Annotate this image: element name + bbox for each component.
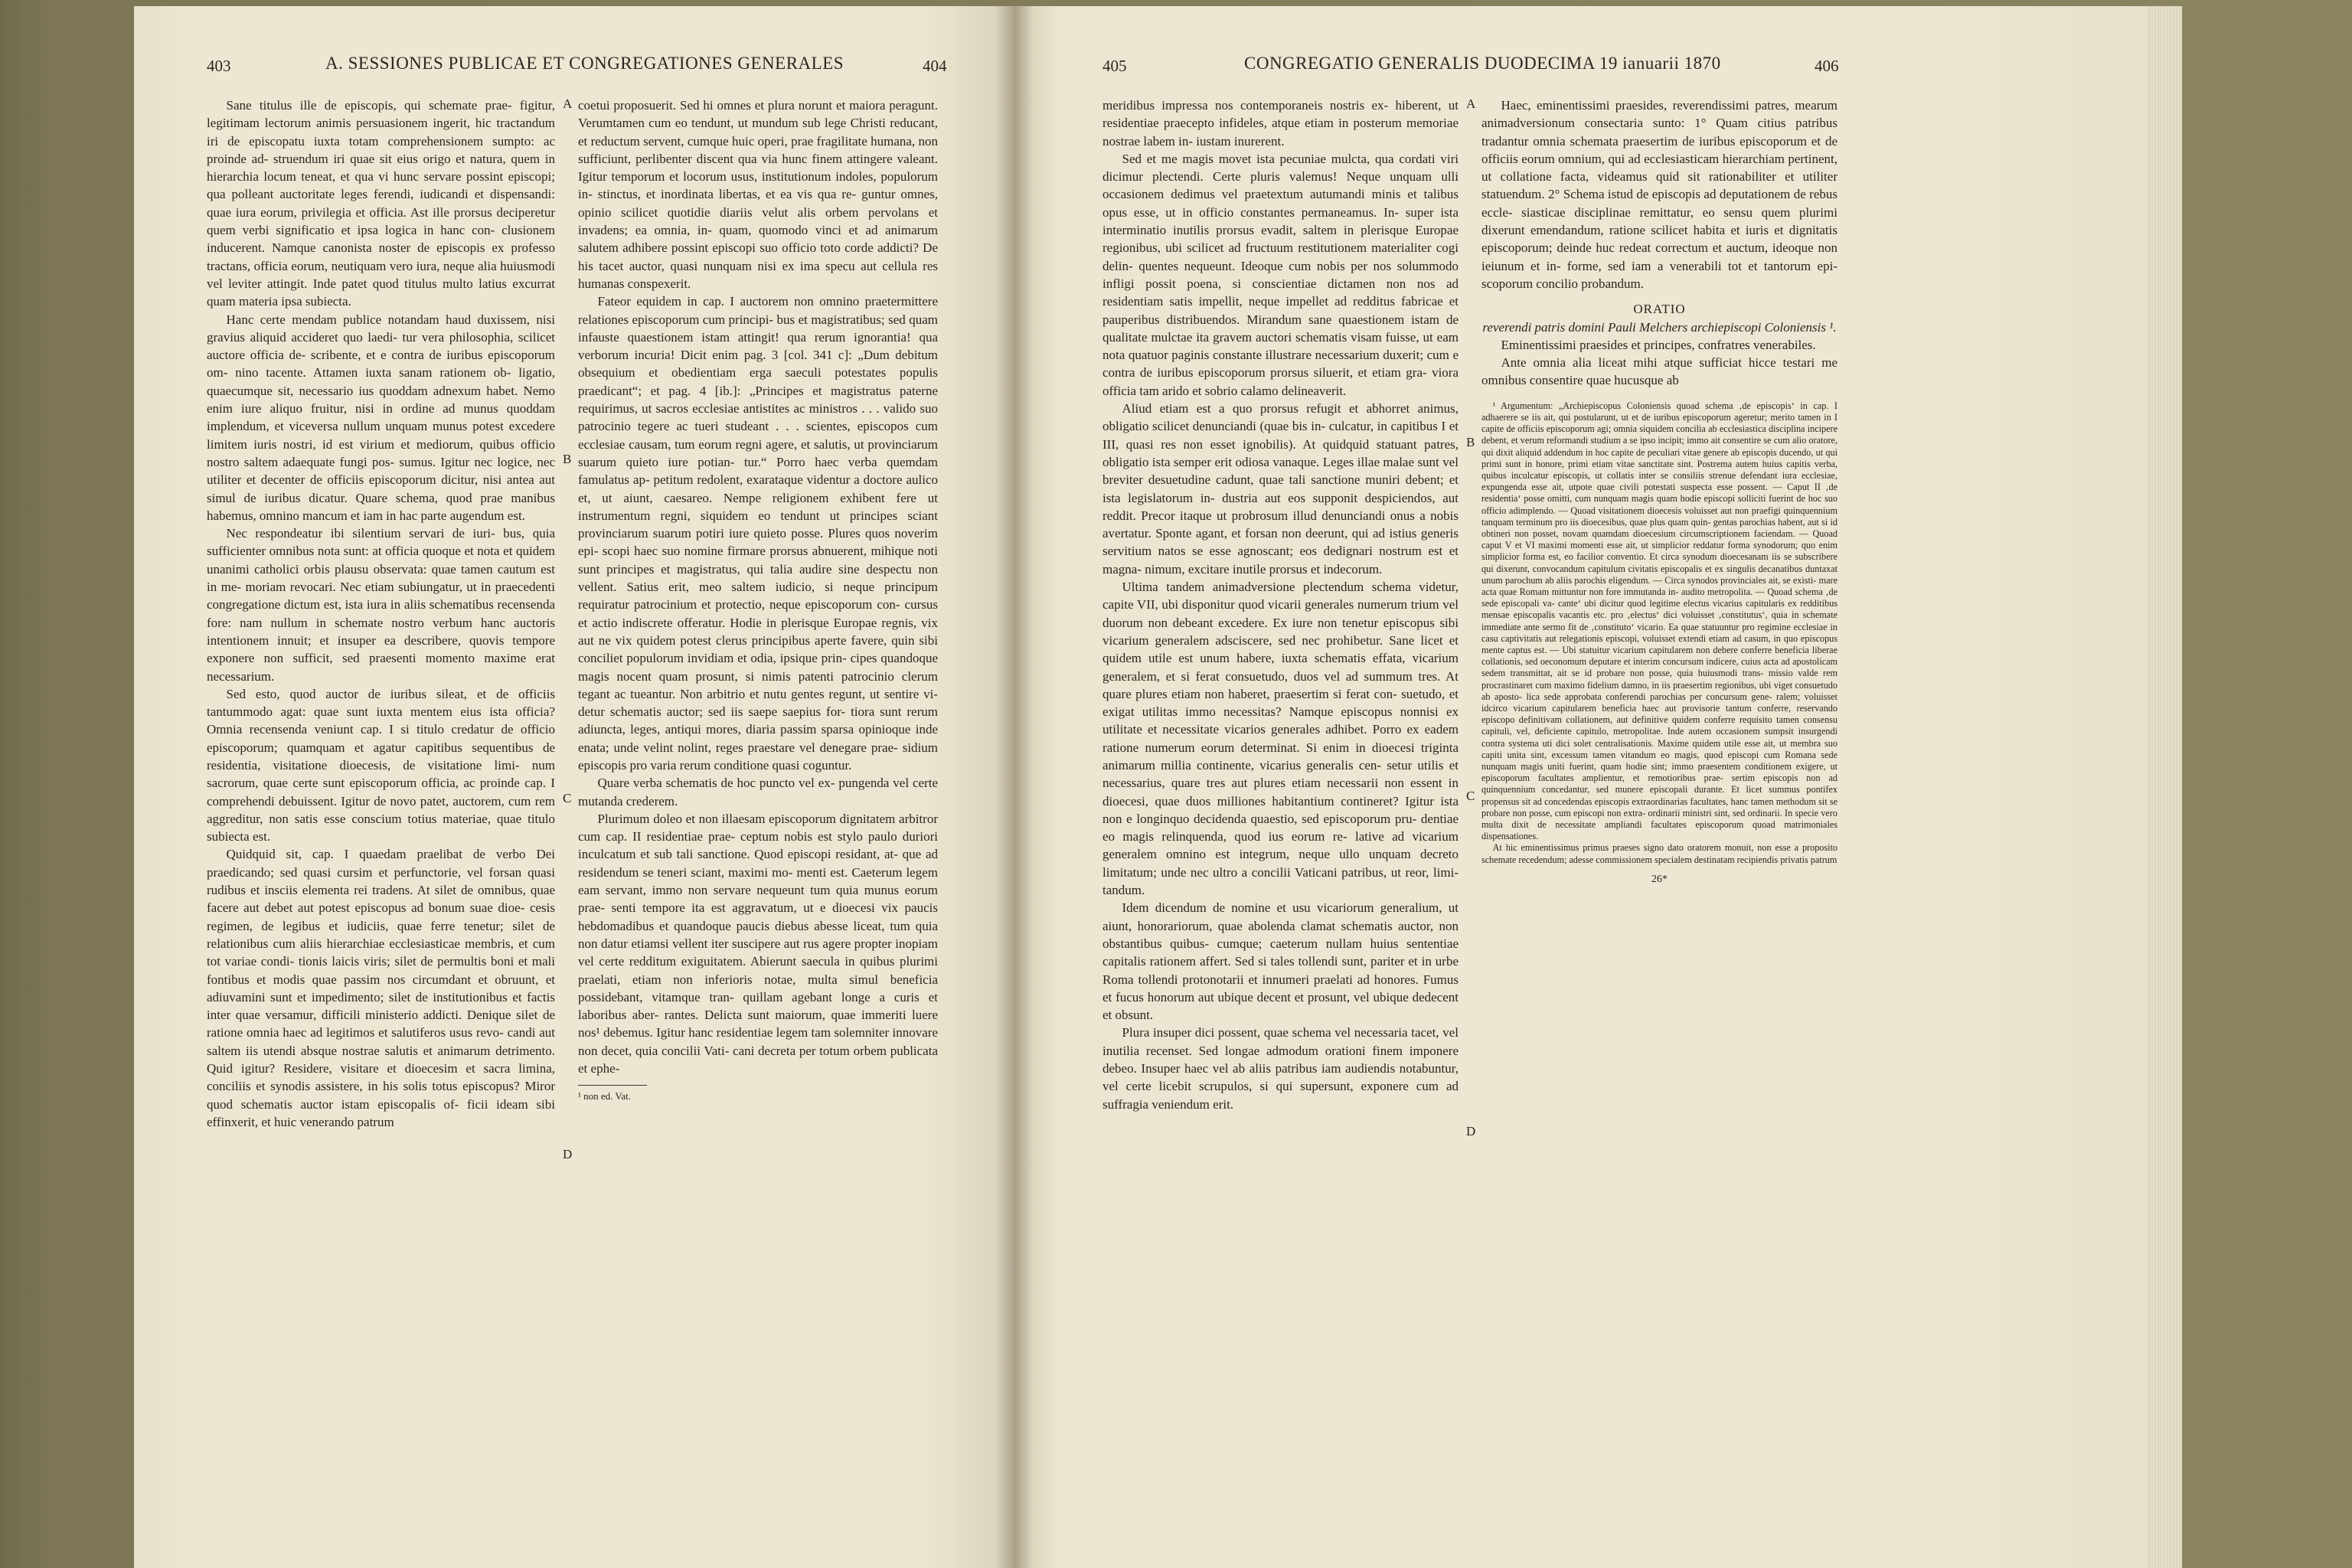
oratio-subtitle: reverendi patris domini Pauli Melchers archiepiscopi Coloniensis ¹. [1482, 319, 1837, 335]
paragraph: Plura insuper dici possent, quae schema vel necessaria tacet, vel inutilia recenset. Sed longae admodum orationi finem imponere debeo. Insuper haec vel ab aliis patribus iam audiendis notabuntur, vel certe licebit scrupulos, si qui supersunt, exponere cum ad suffragia veniendum erit. [1102, 1025, 1459, 1112]
page-edges [2148, 6, 2184, 1568]
paragraph: Quare verba schematis de hoc puncto vel ex- pungenda vel certe mutanda crederem. [578, 776, 938, 808]
page-number-406: 406 [1815, 57, 1839, 75]
paragraph: Haec, eminentissimi praesides, reverendissimi patres, mearum animadversionum consectaria sunto: 1° Quam citius patribus tradantur omnia schemata praesertim de iuribus episcoporum et de officiis eorum omnium, qui ad ecclesiasticam hierarchiam pertinent, ut collatione facta, videamus quid sit rationabiliter et utiliter statuendum. 2° Schema istud de episcopis ad deputationem de rebus eccle- siasticae disciplinae remittatur, eo sensu quem plurimi dixerunt emendandum, ratione scilicet habita et iuris et dignitatis episcoporum; deinde huc redeat correctum et auctum, ideoque non ieiunum et in- forme, sed iam a venerabili tot et tantorum epi- scoporum concilio probandum. [1481, 98, 1838, 291]
page-number-403: 403 [207, 57, 231, 75]
paragraph: Fateor equidem in cap. I auctorem non omnino praetermittere relationes episcoporum cum principi- bus et magistratibus; sed quam infauste quaestionem istam attingit! qua rerum ignorantia! qua verborum incuria! Dicit enim pag. 3 [col. 341 c]: „Dum debitum obsequium et obedientiam erga saeculi potestates populis praedicant“; et pag. 4 [ib.]: „Principes et magistratus paterne requirimus, ut sacros ecclesiae antistites ac ministros . . . valido suo patrocinio tegere ac tueri studeant . . . scientes, episcopos cum ecclesiae causam, tum eorum regni agere, et salutis, ut provinciarum suarum quieto iure potian- tur.“ Porro haec verba quemdam famulatus ap- petitum redolent, exarataque videntur a doctore aulico et, ut aiunt, caesareo. Nempe religionem exhibent fere ut instrumentum regni, siquidem eo tendunt ut principes sciant provinciarum suarum potiri iure quieto posse. Plures quos noverim epi- scopi haec suo nomine firmare prorsus abnuerent, mihique noti sunt principes et magistratus, qui talia audire sine despectu non vellent. Satius erit, meo saltem iudicio, si neque principum requiratur patrocinium et protectio, neque episcoporum con- cursus et actio indiscrete offeratur. Hodie in plerisque Europae regnis, vix aut ne vix quidem potest clerus principibus aperte favere, quin sibi conciliet populorum invidiam et odia, ipsique prin- cipes quandoque magis nocent quam prosunt, si nimis patenti patrocinio clerum tegant ac tueantur. Non arbitrio et nutu gentes regunt, ut sentire vi- detur schematis auctor; sed iis saepe saepius for- tiora sunt rerum adiuncta, leges, antiqui mores, diaria passim sparsa opinioque inde enata; unde velint nolint, reges praestare vel denegare prae- sidium episcopis pro varia rerum conditione quasi coguntur. [578, 294, 938, 773]
paragraph: Eminentissimi praesides et principes, confratres venerabiles. [1501, 337, 1816, 352]
margin-marker-a: A [563, 96, 573, 111]
margin-marker-d: D [1466, 1124, 1476, 1138]
book-gutter [995, 6, 1034, 1568]
paragraph: Ultima tandem animadversione plectendum schema videtur, capite VII, ubi disponitur quod vicarii generales numerum trium vel duorum non debeant excedere. Ex iure non tenetur episcopus sibi vicarium generalem adsciscere, sed nec prohibetur. Sane licet et quidem utile est unum habere, iuxta schematis effata, vicarium generalem, et si ferat consuetudo, duos vel ad summum tres. At quare plures etiam non haberet, praesertim si ferat con- suetudo, et exigat utilitas immo necessitas? Namque episcopus nonnisi ex utilitate et necessitate vicarios generales adhibet. Porro ex eadem ratione numerum eorum determinat. Si enim in dioecesi triginta animarum millia continente, vicarius generalis cen- setur utilis et necessarius, quare tres aut plures etiam necessarii non essent in dioecesi, quae duos milliones habitantium contineret? Igitur ista non e longinquo decidenda quaestio, sed episcoporum pru- dentiae eo magis relinquenda, quod ius eorum re- lative ad vicarium generalem omnino est integrum, neque ullo unquam decreto limitatum; unde nec ultro a concilii Vaticani patribus, ut reor, limi- tandum. [1102, 580, 1459, 898]
page-number-405: 405 [1102, 57, 1127, 75]
cover-board [2182, 0, 2352, 1568]
margin-marker-b: B [1466, 435, 1475, 449]
paragraph: coetui proposuerit. Sed hi omnes et plura norunt et maiora peragunt. Verumtamen cum eo tendunt, ut mundum sub lege Christi reducant, et reductum servent, cumque huic operi, prae fragilitate humana, non sufficiunt, perlibenter discent qua via hunc finem attingere valeant. Igitur temporum et locorum usus, institutionum indoles, populorum in- stinctus, et inordinata libertas, et ea vis qua re- guntur omnes, opinio scilicet quotidie diariis velut alis orbem pervolans et invadens; ea omnia, in- quam, quomodo vinci et ad animarum salutem adhibere possint episcopi suo officio toto corde addicti? De his tacet auctor, quasi nunquam nisi ex ima specu aut cellula res humanas conspexerit. [578, 98, 938, 291]
left-column-2 [578, 96, 938, 1103]
left-page [134, 6, 1014, 1568]
paragraph: Idem dicendum de nomine et usu vicariorum generalium, ut aiunt, honorariorum, quae abolenda clamat schematis auctor, non obstantibus quibus- cumque; caeterum nullam huius sententiae capitalis rationem affert. Sed si tales tollendi sunt, pariter et in urbe Roma tollendi protonotarii et innumeri praelati ad honores. Fumus et fucus honorum aut ubique decent et prosunt, vel ubique dedecent et obsunt. [1102, 900, 1459, 1023]
running-head-right: CONGREGATIO GENERALIS DUODECIMA 19 ianuarii 1870 [1244, 54, 1721, 73]
paragraph: Sed et me magis movet ista pecuniae mulcta, qua cordati viri dicimur plectendi. Certe pluris valemus! Neque unquam ulli occasionem dedimus vel praetextum autumandi minis et talibus opus esse, ut in officio constantes permaneamus. In- super ista interminatio inutilis prorsus evadit, saltem in plerisque Europae regionibus, ubi scilicet ad fructuum restitutionem materialiter cogi delin- quentes nequeunt. Ideoque cum nobis per nos solummodo infligi possit poena, si conscientiae dictamen non nos ad residentiam satis impellit, neque impellet ad redditus fabricae et pauperibus distribuendos. Mirandum sane quaestionem istam de qualitate mulctae ita gravem auctori schematis visam fuisse, ut eam nota quatuor paginis constante illustrare necessarium duxerit; cum e contra de iuribus episcoporum prorsus siluerit, et etiam gra- viora officia tam arido et sobrio calamo delineaverit. [1102, 151, 1459, 398]
paragraph: Plurimum doleo et non illaesam episcoporum dignitatem arbitror cum cap. II residentiae prae- ceptum nobis est stylo paulo duriori inculcatum et sub tali sanctione. Quod episcopi residant, at- que ad residendum se teneri sciant, maximi mo- menti est. Caeterum legem eam servant, immo non servare nequeunt tum quia munus eorum prae- senti tempore ita est aggravatum, ut e dioecesi vix paucis hebdomadibus et quandoque paucis diebus abesse liceat, tum quia non datur etiamsi vellent iter suscipere aut rus agere propter inopiam vel certe redditum exiguitatem. Abierunt saecula in quibus plurimi praelati, etiam non inferioris notae, multa simul beneficia possidebant, vitamque tran- quillam agebant longe a curis et laboribus aber- rantes. Delicta sunt maiorum, quae immeriti luere nos¹ debemus. Igitur hanc residentiae legem tam solemniter innovare non decet, quia concilii Vati- cani decreta per totum orbem publicata et ephe- [578, 811, 938, 1076]
oratio-title: ORATIO [1633, 302, 1686, 317]
margin-marker-a: A [1466, 96, 1476, 111]
right-column-2 [1481, 96, 1838, 888]
paragraph: Ante omnia alia liceat mihi atque sufficiat hicce testari me omnibus consentire quae hucusque ab [1481, 355, 1838, 388]
footnote-continuation: At hic eminentissimus primus praeses signo dato oratorem monuit, non esse a proposito schemate recedendum; adesse commissionem specialem destinatam recipiendis privatis patrum [1481, 842, 1838, 865]
paragraph: meridibus impressa nos contemporaneis nostris ex- hiberent, ut residentiae praecepto infideles, atque etiam in posterum memoriae nostrae labem in- iustam inurerent. [1102, 98, 1459, 149]
margin-marker-d: D [563, 1147, 573, 1161]
margin-marker-b: B [563, 452, 572, 466]
right-page [1014, 6, 2148, 1568]
margin-marker-c: C [563, 791, 572, 805]
paragraph: Hanc certe mendam publice notandam haud duxissem, nisi gravius aliquid accideret quo laedi- tur vera philosophia, scilicet auctore officia de- scribente, et e contra de iuribus episcoporum om- nino tacente. Attamen iuxta sanam rationem ob- ligatio, quaecumque sit, necessario ius quoddam adnexum habet. Nemo enim iure aliquo fruitur, nisi in ordine ad munus quoddam implendum, et viceversa nullum unquam munus potest excedere limitem iuris nostri, id est virium et mediorum, quibus officio nostro saltem adaequate fungi pos- sumus. Igitur nec logice, nec utiliter et decenter de officiis episcoporum dicitur, nisi antea aut simul de iuribus dicatur. Quare schema, quod prae manibus habemus, omnino mancum et iam in hac parte augendum est. [207, 312, 555, 523]
paragraph: Aliud etiam est a quo prorsus refugit et abhorret animus, obligatio scilicet denunciandi (quae bis in- culcatur, in capitibus I et III, quasi res non esset ignobilis). At quidquid statuant patres, obligatio ista semper erit odiosa vanaque. Leges illae malae sunt vel breviter desuetudine cadunt, quae tali sanctione muniri debent; et ista legislatorum in- dustria aut eos supponit despiciendos, aut reddit. Precor itaque ut probrosum illud denunciandi onus a nobis avertatur. Sponte agant, et forsan non deerunt, qui ad istius generis servitium natos se esse agnoscant; eos dedignari nostrum est et magna- nimum, excitare inutile prorsus et indecorum. [1102, 401, 1459, 577]
right-column-1 [1102, 96, 1459, 1113]
running-head-left: A. SESSIONES PUBLICAE ET CONGREGATIONES GENERALES [325, 54, 844, 73]
paragraph: Nec respondeatur ibi silentium servari de iuri- bus, quia sufficienter omnibus nota sunt: at officia quoque et nota et quidem unanimi catholici orbis plausu observata: quae tamen cautum est in me- moriam revocari. Nec etiam subiungatur, ut in praecedenti congregatione dictum est, ista iura in aliis schematibus recensenda fore: nam nullum in schemate nostro verbum hanc auctoris intentionem innuit; et insuper ea describere, quovis tempore exponere non sufficit, sed praesenti momento maxime erat necessarium. [207, 526, 555, 684]
footnote: ¹ Argumentum: „Archiepiscopus Coloniensis quoad schema ‚de episcopis‘ in cap. I adhaerere se iis ait, qui postularunt, ut et de iuribus episcoporum ageretur; merito tamen in I capite de officiis episcoporum agi; omnia siquidem concilia ab ecclesiastica disciplina incipere debent, et verum reformandi studium a se ipso incipit; immo ait consentire se cum alio oratore, qui dixit aliquid addendum in hoc capite de peculiari vitae genere ab episcopis ducendo, ut qui primi sunt in honore, primi etiam vitae sanctitate sint. Postrema autem huius capitis verba, quibus inculcatur episcopis, ut collatis inter se consiliis strenue defendant iura ecclesiae, expungenda esse ait, utpote quae civili potestati suspecta esse possent. — Caput II ‚de residentia‘ posse omitti, cum nunquam magis quam hodie episcopi solliciti fuerint de hoc suo officio adimplendo. — Quoad visitationem dioecesis voluisset aut non praefigi quinquennium tanquam terminum pro iis dioecesibus, quae plus quam quin- gentas parochias habent, aut si id obtineri non posset, novam quamdam dioecesium circumscriptionem faciendam. — Quoad caput V et VI maximi momenti esse ait, ut simplicior reddatur forma synodorum; quo enim simplicior forma est, eo facilior conventio. Et circa synodum dioecesanam iis se subscribere qui dixerunt, convocandum capitulum civitatis episcopalis et ex singulis decanatibus duntaxat unum parochum ab aliis parochis eligendum. — Circa synodos provinciales ait, se existi- mare acta quae Romam mittuntur non fore immutanda in- audito metropolita. — Quoad schema ‚de sede episcopali va- cante‘ ubi dicitur quod legitime electus vicarius capitularis ex redditibus mensae episcopalis vacantis etc. pro ‚electus‘ dici voluisset ‚constitutus‘, quia in schemate immediate ante sermo fit de ‚constituto‘ vicario. Ea quae statuuntur pro regimine ecclesiae in casu captivitatis aut relegationis episcopi, voluisset extendi etiam ad casum, in quo episcopus mente captus est. — Ubi statuitur vicarium capitularem non debere conferre beneficia liberae collationis, sed oeconomum deputare et interim concursum indicere, cuius acta ad apostolicam sedem transmittat, ait se id probare non posse, quia huiusmodi trans- missio valde rem procrastinaret cum maximo fidelium damno, in iis praesertim regionibus, ubi viget consuetudo ab aposto- lica sede approbata conferendi parochias per concursum gene- ralem; voluisset idcirco vicarium capitularem beneficia haec aut provisorie tantum conferre, reservando episcopo definitivam collationem, aut definitive quidem conferre requisito tamen consensu capituli, vel, deficiente capitulo, metropolitae. Inde autem occasionem sumpsit insurgendi contra systema uti dici solet centralisationis. Maxime quidem utile esse ait, ut membra suo capiti unita sint, excessum tamen vitandum eo magis, quod episcopi cum Romana sede nunquam magis uniti fuerint, quam hodie sint; immo praesentem conditionem exigere, ut episcoporum facultates amplientur, et remotioribus prae- sertim episcopis non ad quinquennium concedantur, sed munere episcopali durante. Et licet summus pontifex propensus sit ad concedendas episcopis extraordinarias facultates, hanc tamen methodum sit se probare non posse, cum episcopi non extra- ordinarii ministri sint, sed ordinarii. In specie vero multa dixit de necessitate ampliandi facultates episcoporum quoad matrimoniales dispensationes. [1481, 400, 1838, 842]
margin-marker-c: C [1466, 789, 1475, 803]
signature-mark: 26* [1651, 873, 1668, 885]
paragraph: Sed esto, quod auctor de iuribus sileat, et de officiis tantummodo agat: quae sunt iuxta mentem eius ista officia? Omnia recensenda veniunt cap. I si titulo credatur de officio episcoporum; quamquam et agatur capitibus sequentibus de residentia, visitatione dioecesis, de visitatione limi- num sacrorum, quae certe sunt episcoporum officia, ac proinde cap. I comprehendi debuissent. Igitur de novo patet, auctorem, cum rem aggreditur, non satis esse conscium totius materiae, quae titulo subiecta est. [207, 686, 555, 844]
footnote: ¹ non ed. Vat. [578, 1090, 632, 1102]
footnote-rule [578, 1085, 647, 1086]
page-number-404: 404 [923, 57, 947, 75]
paragraph: Sane titulus ille de episcopis, qui schemate prae- figitur, legitimam lectorum animis persuasionem ingerit, hic tractandum iri de episcopatu iuxta totam comprehensionem sumpto: ac proinde ad- struendum iri quae sit eius origo et natura, quem in hierarchia locum teneat, et qua vi hunc servare possint episcopi; qua polleant auctoritate leges ferendi, iudicandi et dispensandi: quae iura eorum, privilegia et officia. Ast ille prorsus deciperetur quem verbi significatio et ipsa logica in hanc con- clusionem inducerent. Namque canonista noster de episcopis ex professo tractans, officia eorum, neutiquam vero iura, neque alia huiusmodi vel leviter attingit. Inde patet quod titulus multo latius excurrat quam materia ipsa subiecta. [207, 98, 555, 309]
paragraph: Quidquid sit, cap. I quaedam praelibat de verbo Dei praedicando; sed quasi cursim et perfunctorie, vel forsan quasi rudibus et insciis elementa rei tradens. At silet de omnibus, quae facere aut debet aut potest episcopus ad bonum suae dioe- cesis regimen, de legibus et iudiciis, quae ferre tenetur; silet de relationibus cum aliis hierarchiae ecclesiasticae membris, et cum tot variae condi- tionis laicis viris; silet de permultis boni et mali fontibus et modis quae passim nos circumdant et obruunt, et adiuvamini sunt et impedimento; silet de institutionibus et factis inter quae versamur, difficili ministerio addicti. Denique silet de ratione omnia haec ad legitimos et salutiferos usus revo- candi aut saltem iis utendi absque nostrae salutis et animarum detrimento. Quid igitur? Residere, visitare et dioecesim et sacra limina, conciliis et synodis assistere, in his solis totus episcopus? Miror quod schematis auctor istam episcopalis of- ficii ideam sibi effinxerit, et huic venerando patrum [207, 847, 555, 1129]
left-column-1 [207, 96, 555, 1131]
